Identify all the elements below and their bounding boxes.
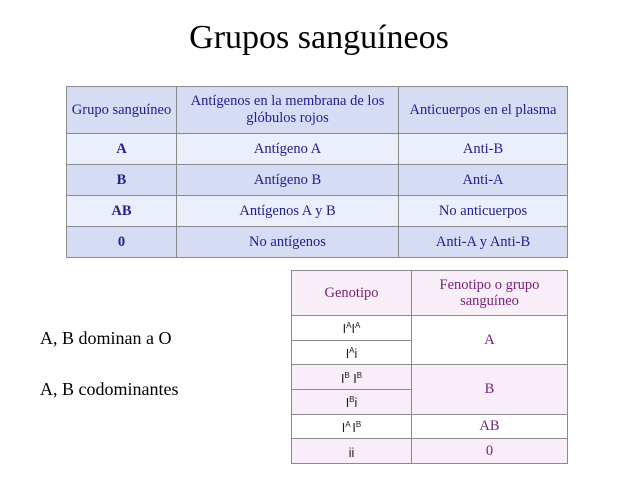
- antibody-cell: Anti-A y Anti-B: [399, 227, 568, 258]
- note-codominance: A, B codominantes: [40, 379, 179, 399]
- genotype-cell: $I^B$ $I^B$: [292, 365, 412, 390]
- table-row: [67, 227, 568, 258]
- table-row: [67, 134, 568, 165]
- phenotype-cell: 0: [412, 439, 568, 464]
- genotype-cell: $I^AI^A$: [292, 316, 412, 341]
- page-title: Grupos sanguíneos: [189, 19, 449, 56]
- table-header-row: [67, 87, 568, 134]
- antibody-cell: Anti-A: [399, 165, 568, 196]
- antibody-cell: Anti-B: [399, 134, 568, 165]
- phenotype-cell: B: [412, 365, 568, 414]
- table-row: [67, 196, 568, 227]
- genotype-header-row: [292, 271, 568, 316]
- antigen-cell: No antígenos: [177, 227, 399, 258]
- blood-groups-table: [66, 86, 568, 258]
- phenotype-cell: A: [412, 316, 568, 365]
- genotype-cell: $I^Ai$: [292, 340, 412, 365]
- note-dominance: A, B dominan a O: [40, 328, 172, 348]
- group-cell: B: [67, 165, 177, 196]
- genotype-cell: ii: [292, 439, 412, 464]
- genotype-row: [292, 316, 568, 341]
- genotype-row: [292, 439, 568, 464]
- group-cell: AB: [67, 196, 177, 227]
- phenotype-cell: AB: [412, 414, 568, 439]
- header-genotype: Genotipo: [292, 271, 412, 316]
- genotype-row: [292, 365, 568, 390]
- antibody-cell: No anticuerpos: [399, 196, 568, 227]
- group-cell: 0: [67, 227, 177, 258]
- antigen-cell: Antígeno A: [177, 134, 399, 165]
- table-row: [67, 165, 568, 196]
- group-cell: A: [67, 134, 177, 165]
- header-phenotype: Fenotipo o grupo sanguíneo: [412, 271, 568, 316]
- header-blood-group: Grupo sanguíneo: [67, 87, 177, 134]
- antigen-cell: Antígenos A y B: [177, 196, 399, 227]
- genotype-cell: $I^A$ $I^B$: [292, 414, 412, 439]
- header-antigens: Antígenos en la membrana de los glóbulos rojos: [177, 87, 399, 134]
- genotype-cell: $I^Bi$: [292, 389, 412, 414]
- header-antibodies: Anticuerpos en el plasma: [399, 87, 568, 134]
- genotype-table: [291, 270, 568, 464]
- antigen-cell: Antígeno B: [177, 165, 399, 196]
- genotype-row: [292, 414, 568, 439]
